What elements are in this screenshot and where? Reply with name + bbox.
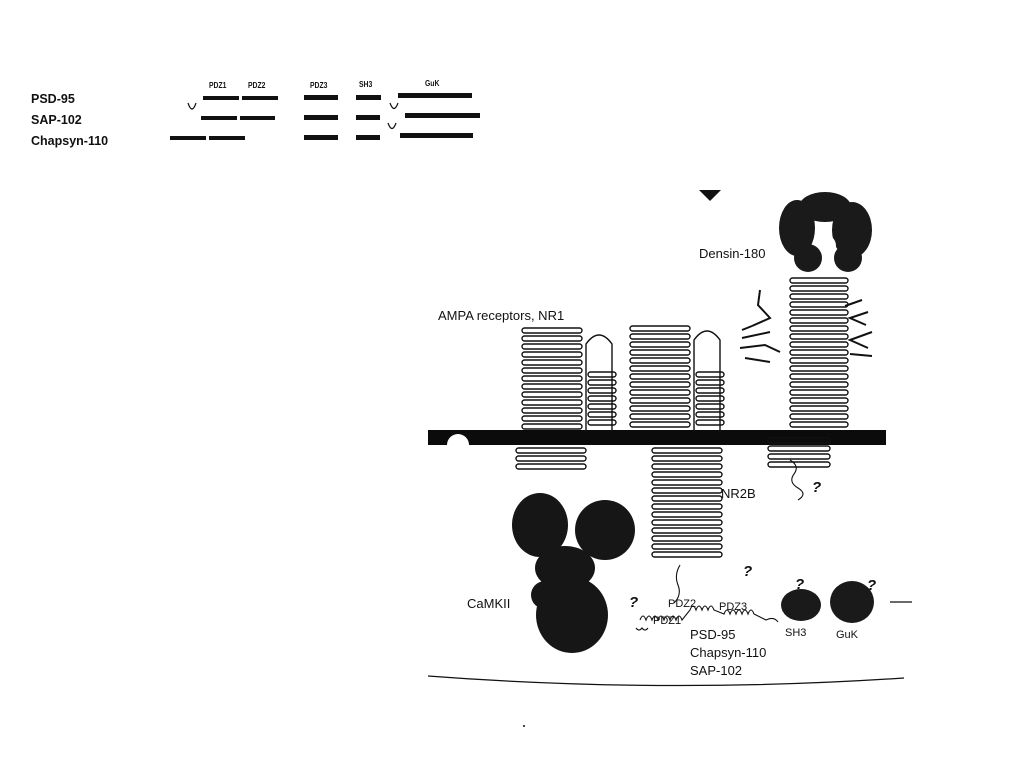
family-label-psd95: PSD-95 <box>690 627 736 642</box>
ampa-helix <box>522 400 582 405</box>
protein-label-sap102: SAP-102 <box>31 113 82 127</box>
label-pdz2: PDZ2 <box>668 598 697 610</box>
densin-helix <box>790 422 848 427</box>
nr2b-helix <box>652 464 722 469</box>
nr2b-helix <box>652 528 722 533</box>
densin-helix <box>790 414 848 419</box>
label-sh3: SH3 <box>785 627 807 639</box>
ampa-helix <box>522 384 582 389</box>
nr2b-helix <box>652 504 722 509</box>
densin-helix <box>790 350 848 355</box>
nr2b-helix <box>652 520 722 525</box>
protein-label-chapsyn110: Chapsyn-110 <box>31 134 109 148</box>
nr2b-helix <box>652 448 722 453</box>
ampa-helix <box>522 368 582 373</box>
densin-helix <box>790 326 848 331</box>
membrane-vesicle <box>447 434 469 456</box>
ampa-cyto-helix <box>516 448 586 453</box>
densin-cyto-helix <box>768 454 830 459</box>
triangle-marker <box>699 190 721 201</box>
nr2b-helix <box>652 456 722 461</box>
domain-bars <box>170 93 480 140</box>
question-mark-guk: ? <box>867 577 877 594</box>
question-mark-densin-tail: ? <box>812 479 822 496</box>
domain-label-pdz2: PDZ2 <box>248 81 266 90</box>
ampa-helix <box>630 374 690 379</box>
ampa-helix <box>522 416 582 421</box>
sap102-bars <box>201 113 480 120</box>
nr2b-helix <box>652 552 722 557</box>
ampa-helix <box>630 398 690 403</box>
label-nr2b: NR2B <box>721 486 756 501</box>
question-mark-sh3: ? <box>795 576 805 593</box>
ampa-helix <box>522 328 582 333</box>
question-mark-pdz3: ? <box>743 563 753 580</box>
ampa-helix <box>522 424 582 429</box>
chapsyn110-bars <box>170 133 473 140</box>
ampa-helix <box>630 382 690 387</box>
ampa-helix <box>630 342 690 347</box>
densin-helix <box>790 310 848 315</box>
ampa-helix <box>630 414 690 419</box>
densin-cyto-helix <box>768 462 830 467</box>
densin-helix <box>790 286 848 291</box>
label-densin180: Densin-180 <box>699 246 766 261</box>
nr2b-helix <box>652 472 722 477</box>
ampa-helix <box>522 344 582 349</box>
ampa-helix <box>522 360 582 365</box>
label-camkii: CaMKII <box>467 596 511 611</box>
nr2b-helix <box>652 536 722 541</box>
protein-label-psd95: PSD-95 <box>31 92 75 106</box>
bottom-curve <box>428 676 904 686</box>
label-pdz3: PDZ3 <box>719 601 748 613</box>
densin-helix <box>790 390 848 395</box>
densin-blob <box>779 192 872 272</box>
ampa-helix <box>522 408 582 413</box>
densin-helix <box>790 398 848 403</box>
nr2b-helix <box>652 512 722 517</box>
ampa-helix <box>522 352 582 357</box>
label-ampa-nr1: AMPA receptors, NR1 <box>438 308 565 323</box>
ampa-helix <box>630 326 690 331</box>
densin-cyto-helix <box>768 446 830 451</box>
label-guk: GuK <box>836 629 859 641</box>
ampa-helix <box>630 358 690 363</box>
domain-label-sh3: SH3 <box>359 80 373 89</box>
question-mark-pdz1: ? <box>629 594 639 611</box>
camkii-blob <box>512 493 635 653</box>
nr2b-helix <box>652 480 722 485</box>
domain-label-guk: GuK <box>425 79 440 88</box>
nr2b-helix <box>652 496 722 501</box>
ampa-cyto-helix <box>516 456 586 461</box>
ampa-helix <box>522 392 582 397</box>
ampa-helix <box>630 350 690 355</box>
densin-helix <box>790 318 848 323</box>
ampa-helix <box>630 366 690 371</box>
densin-helix <box>790 294 848 299</box>
densin-helix <box>790 334 848 339</box>
densin-helix <box>790 382 848 387</box>
ampa-helix <box>630 422 690 427</box>
ampa-helix <box>630 390 690 395</box>
nr2b-helix <box>652 544 722 549</box>
densin-helix <box>790 374 848 379</box>
ampa-helix <box>522 336 582 341</box>
psd95-bars <box>203 93 472 100</box>
densin-helix <box>790 366 848 371</box>
family-label-sap102: SAP-102 <box>690 663 743 678</box>
densin-helix <box>790 358 848 363</box>
dot-mark <box>523 725 525 727</box>
domain-label-pdz3: PDZ3 <box>310 81 328 90</box>
densin-tail <box>790 460 803 500</box>
ampa-cyto-helix <box>516 464 586 469</box>
densin-helix <box>790 342 848 347</box>
label-pdz1: PDZ1 <box>653 615 682 627</box>
family-label-chapsyn110: Chapsyn-110 <box>690 645 767 660</box>
densin-helix <box>790 278 848 283</box>
nr2b-helix <box>652 488 722 493</box>
densin-helix <box>790 406 848 411</box>
ampa-helix <box>630 406 690 411</box>
domain-label-pdz1: PDZ1 <box>209 81 227 90</box>
ampa-helix <box>630 334 690 339</box>
sh3-blob <box>781 589 821 621</box>
ampa-helix <box>522 376 582 381</box>
densin-helix <box>790 302 848 307</box>
